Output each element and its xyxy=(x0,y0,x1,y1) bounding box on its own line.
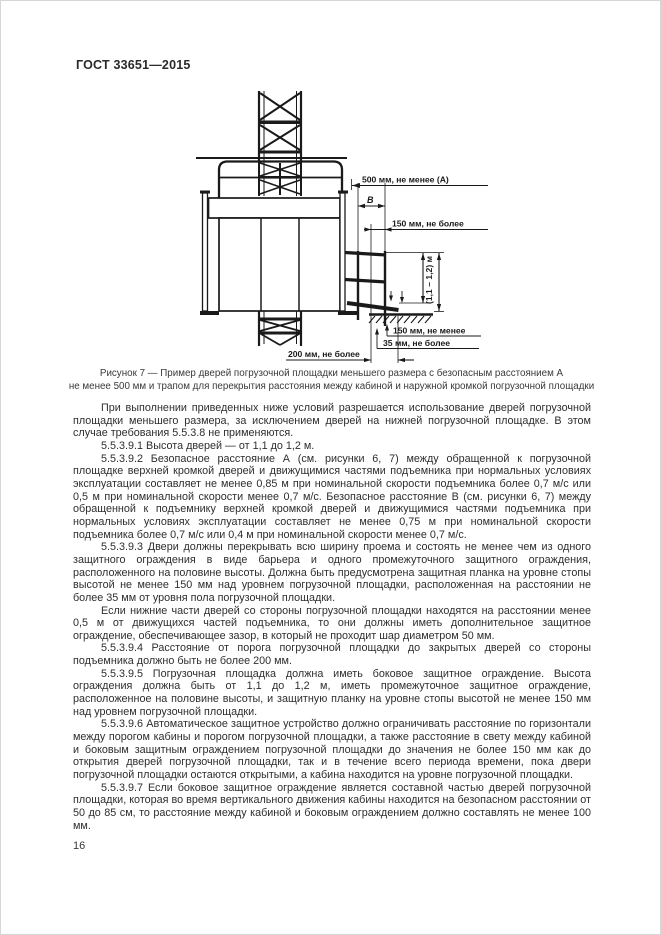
dim-label-b: В xyxy=(367,195,374,205)
dim-label-height: (1,1 – 1,2) м xyxy=(424,256,434,304)
paragraph: При выполнении приведенных ниже условий разрешается использование дверей погрузочной площадки меньшего размера, за исключением дверей на нижней погрузочной площадке. В этом случае требования 5.5.3.8 не применяются. xyxy=(73,402,591,440)
body-text xyxy=(73,402,591,832)
dim-label-150mm-bottom: 150 мм, не менее xyxy=(393,325,466,336)
document-standard-number: ГОСТ 33651—2015 xyxy=(76,58,191,72)
figure-caption-line1: Рисунок 7 — Пример дверей погрузочной площадки меньшего размера с безопасным расстоянием А xyxy=(99,368,564,379)
figure-7-drawing xyxy=(181,84,526,374)
paragraph: 5.5.3.9.5 Погрузочная площадка должна иметь боковое защитное ограждение. Высота ограждения должна быть от 1,1 до 1,2 м, иметь промежуточное защитное ограждение, расположенное на половине высоты, и защитную планку на уровне стопы высотой не менее 150 мм над уровнем погрузочной площадки. xyxy=(73,667,591,718)
paragraph: Если нижние части дверей со стороны погрузочной площадки находятся на расстоянии менее 0,5 м от движущихся частей подъемника, то они должны иметь дополнительное защитное ограждение, обеспечивающее зазор, в который не проходит шар диаметром 50 мм. xyxy=(73,604,591,642)
paragraph: 5.5.3.9.1 Высота дверей — от 1,1 до 1,2 м. xyxy=(101,439,315,452)
dim-label-200mm: 200 мм, не более xyxy=(288,349,360,359)
paragraph: 5.5.3.9.6 Автоматическое защитное устройство должно ограничивать расстояние по горизонтали между порогом кабины и порогом погрузочной площадки, а также расстояние в свету между кабиной и боковым защитным ограждением погрузочной площадки до значения не более 150 мм как до открытия дверей погрузочной площадки, так и в течение всего периода времени, пока двери погрузочной площадки остаются открытыми, а кабина находится на уровне погрузочной площадки. xyxy=(73,718,591,782)
page-number: 16 xyxy=(73,840,86,852)
dim-label-500mm: 500 мм, не менее (А) xyxy=(362,174,449,185)
paragraph: 5.5.3.9.3 Двери должны перекрывать всю ширину проема и состоять не менее чем из одного защитного ограждения в виде барьера и одного промежуточного защитного ограждения, расположенного на половине высоты. Должна быть предусмотрена защитная планка на уровне стопы высотой не менее 150 мм над уровнем погрузочной площадки, расположенная на расстоянии не более 35 мм от уровня пола погрузочной площадки. xyxy=(73,541,591,604)
figure-caption xyxy=(51,367,612,393)
figure-7 xyxy=(181,84,526,374)
paragraph: 5.5.3.9.2 Безопасное расстояние А (см. рисунки 6, 7) между обращенной к погрузочной площадке верхней кромкой дверей и движущимися частями подъемника при нормальных условиях эксплуатации составляет не менее 0,85 м при номинальной скорости подъемника более 0,7 м/с или 0,5 м при номинальной скорости менее 0,7 м/с. Безопасное расстояние В (см. рисунки 6, 7) между обращенной к подъемнику верхней кромкой дверей и движущимися частями подъемника при нормальных условиях эксплуатации составляет не менее 0,75 м при номинальной скорости подъемника более 0,7 м/с или 0,4 м при номинальной скорости менее 0,7 м/с. xyxy=(73,452,591,541)
dim-label-35mm: 35 мм, не более xyxy=(383,338,451,348)
figure-caption-line2: не менее 500 мм и трапом для перекрытия расстояния между кабиной и наружной кромкой погрузочной площадки xyxy=(68,381,595,392)
dim-label-150mm-top: 150 мм, не более xyxy=(392,218,464,229)
paragraph: 5.5.3.9.7 Если боковое защитное ограждение является составной частью дверей погрузочной площадки, которая во время вертикального движения кабины находится на безопасном расстоянии от 50 до 85 см, то расстояние между кабиной и боковым ограждением должно составлять не менее 100 мм. xyxy=(73,781,592,832)
paragraph: 5.5.3.9.4 Расстояние от порога погрузочной площадки до закрытых дверей со стороны подъемника должно быть не более 200 мм. xyxy=(73,642,591,668)
